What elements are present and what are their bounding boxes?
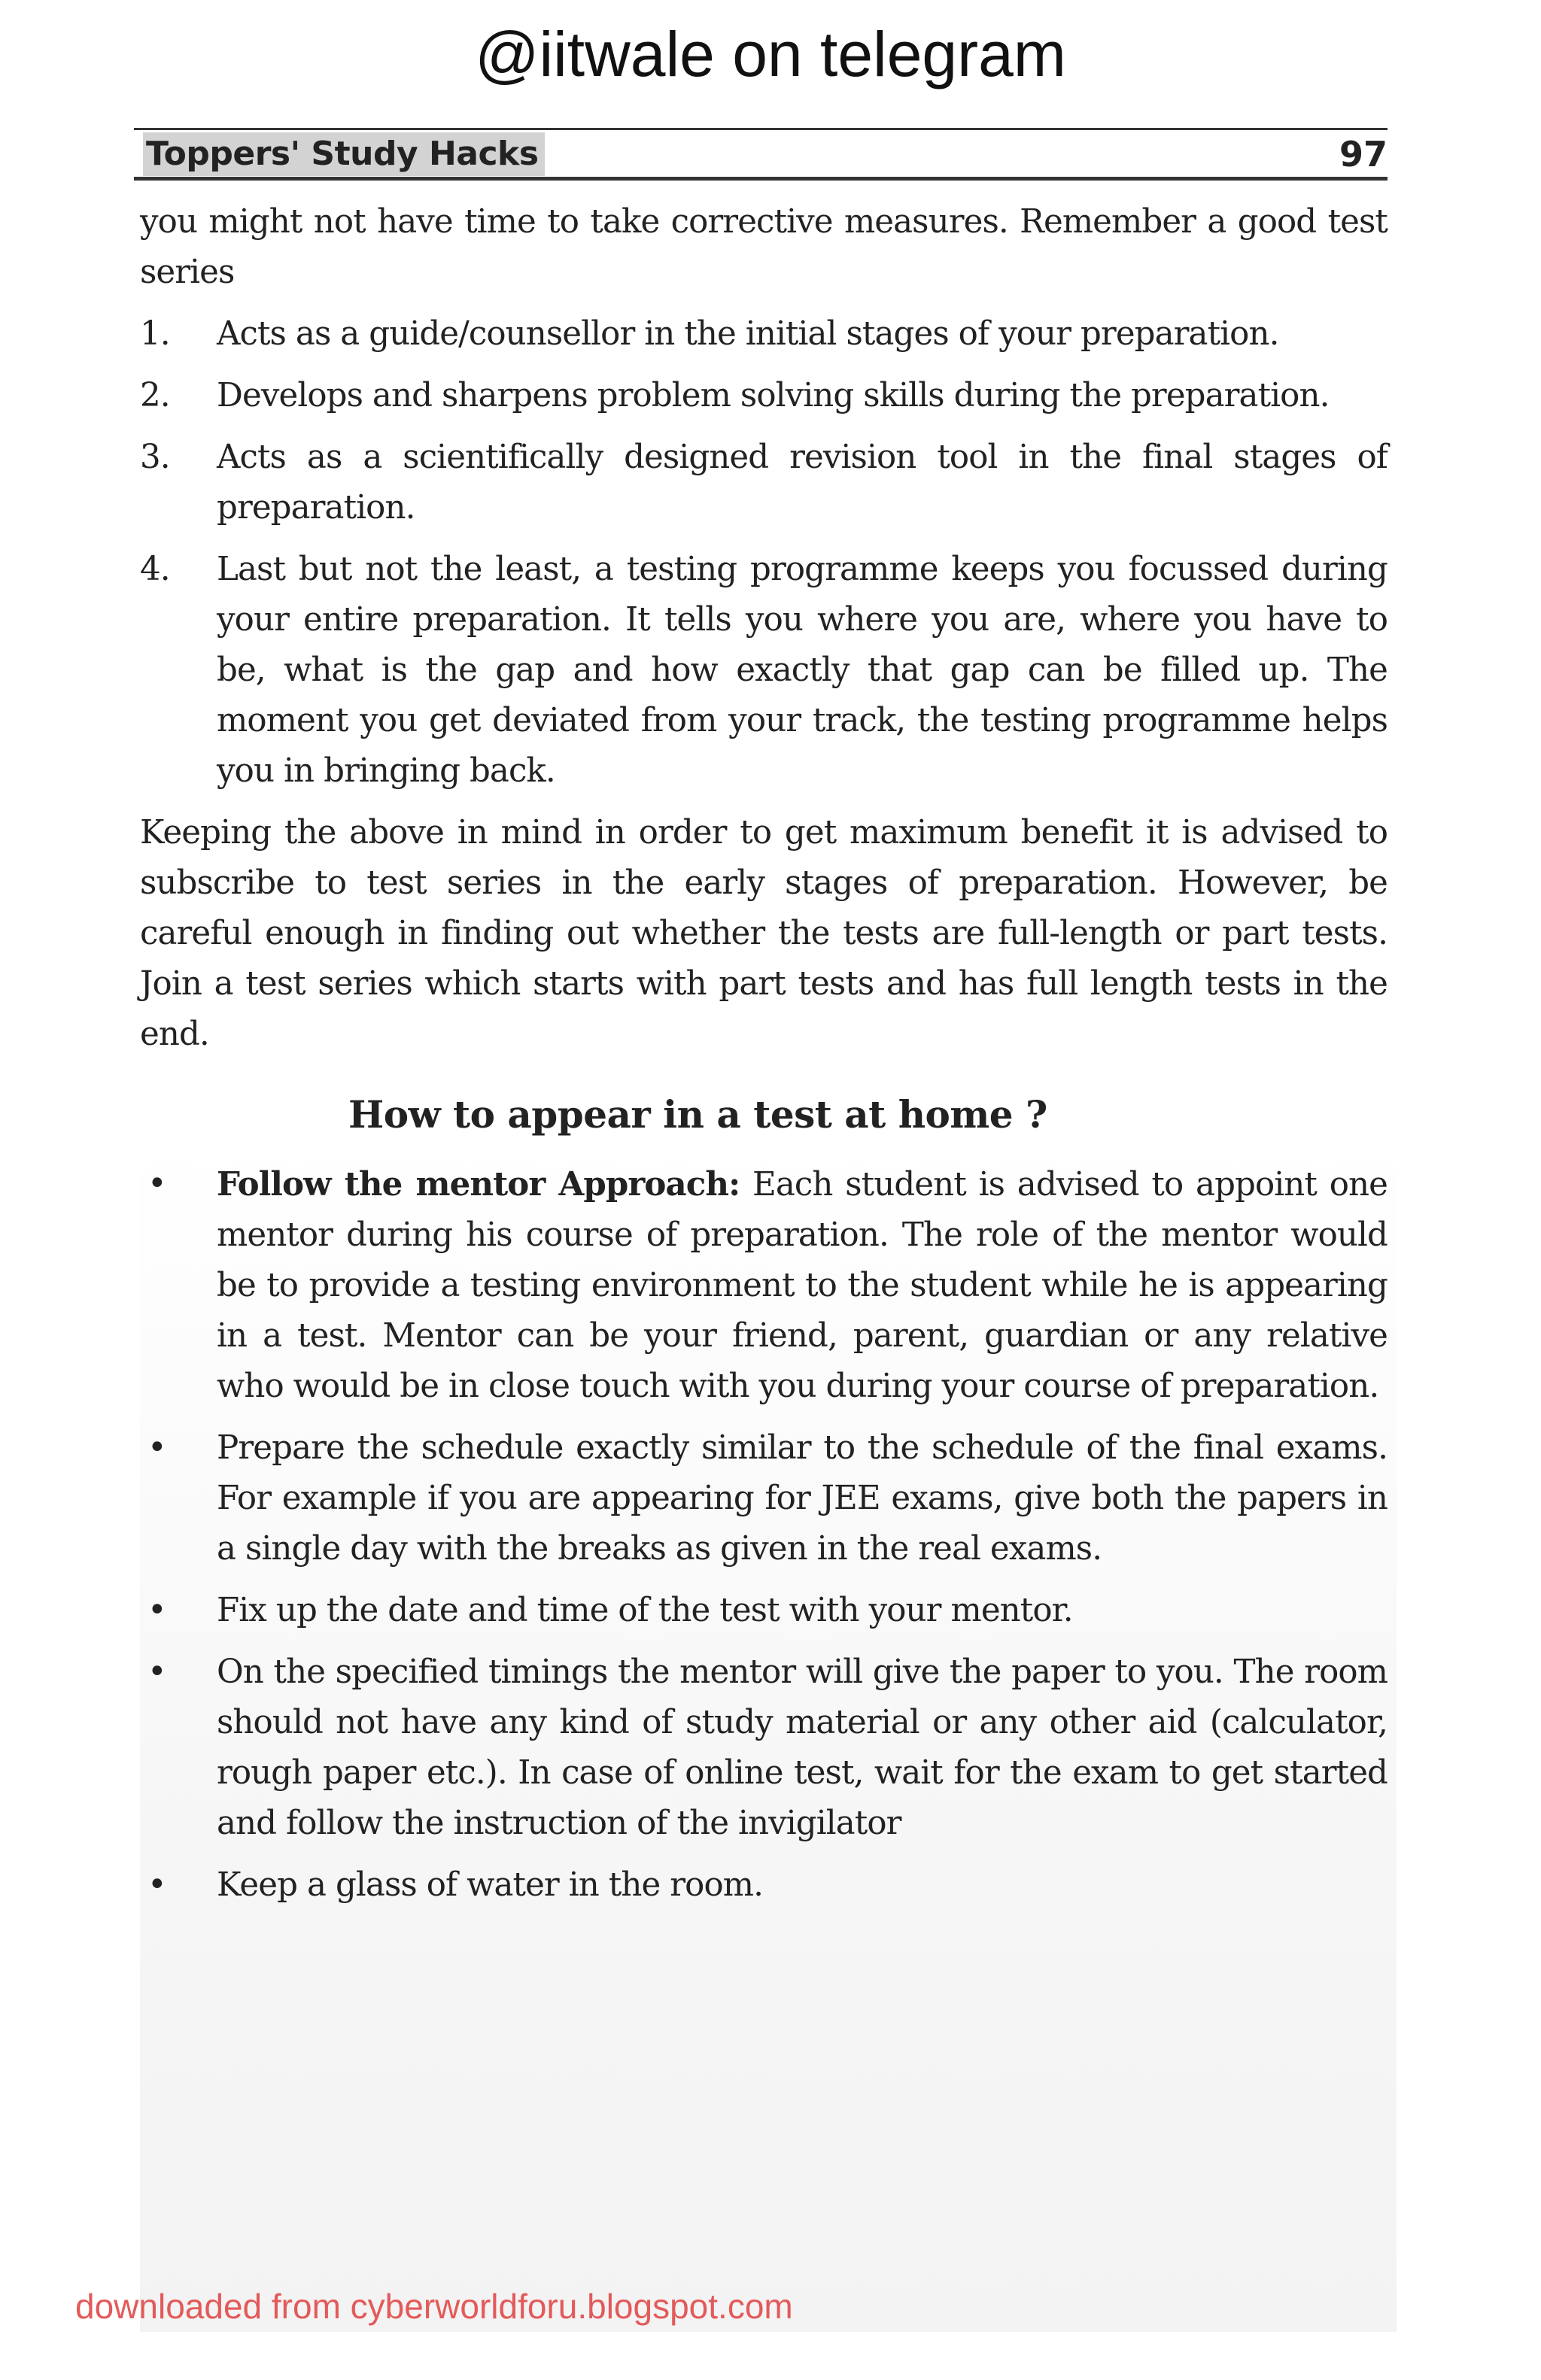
bullet-marker: •: [147, 1429, 166, 1467]
bullet-item: [140, 1860, 1388, 1911]
bullet-item: [140, 1586, 1388, 1636]
bullet-lead: Follow the mentor Approach:: [217, 1165, 740, 1204]
bullet-text: On the specified timings the mentor will give the paper to you. The room should not have any kind of study material or any other aid (calculator, rough paper etc.). In case of online test, wait for the exam to get started and follow the instruction of the invigilator: [217, 1653, 1388, 1842]
item-number: 3.: [140, 439, 170, 476]
item-number: 2.: [140, 377, 170, 414]
numbered-item: [140, 433, 1388, 533]
bullet-text: Prepare the schedule exactly similar to the schedule of the final exams. For example if you are appearing for JEE exams, give both the papers in a single day with the breaks as given in the real exams.: [217, 1429, 1388, 1568]
intro-paragraph: you might not have time to take corrective measures. Remember a good test series: [140, 203, 1388, 291]
page-number: 97: [1339, 134, 1388, 175]
numbered-item: [140, 545, 1388, 797]
item-text: Acts as a scientifically designed revision tool in the final stages of preparation.: [217, 439, 1388, 527]
item-number: 1.: [140, 315, 170, 353]
book-title: Toppers' Study Hacks: [143, 132, 545, 176]
bullet-marker: •: [147, 1592, 166, 1629]
section-heading: How to appear in a test at home ?: [348, 1092, 1047, 1137]
bullet-item: [140, 1159, 1388, 1412]
bullet-marker: •: [147, 1653, 166, 1691]
running-header: [134, 128, 1388, 181]
bullet-marker: •: [147, 1165, 166, 1203]
numbered-item: [140, 309, 1388, 360]
top-watermark: @iitwale on telegram: [475, 19, 1066, 90]
bullet-marker: •: [147, 1866, 166, 1904]
bullet-item: [140, 1647, 1388, 1849]
bullet-item: [140, 1423, 1388, 1574]
bullet-text: [217, 1159, 1388, 1412]
bottom-watermark: downloaded from cyberworldforu.blogspot.com: [75, 2287, 793, 2326]
page-body: [140, 197, 1388, 1911]
bullet-body: Each student is advised to appoint one mentor during his course of preparation. The role of the mentor would be to provide a testing environment to the student while he is appearing in a test. Mentor can be your friend, parent, guardian or any relative who would be in close touch with you during your course of preparation.: [217, 1166, 1388, 1405]
closing-paragraph: Keeping the above in mind in order to get maximum benefit it is advised to subscribe to test series in the early stages of preparation. However, be careful enough in finding out whether the tests are full-length or part tests. Join a test series which starts with part tests and has full length tests in the end.: [140, 814, 1388, 1053]
item-text: Acts as a guide/counsellor in the initial stages of your preparation.: [217, 315, 1279, 353]
item-text: Last but not the least, a testing programme keeps you focussed during your entire preparation. It tells you where you are, where you have to be, what is the gap and how exactly that gap can be filled up. The moment you get deviated from your track, the testing programme helps you in bringing back.: [217, 551, 1388, 790]
bullet-text: Keep a glass of water in the room.: [217, 1866, 764, 1904]
numbered-item: [140, 371, 1388, 421]
item-text: Develops and sharpens problem solving skills during the preparation.: [217, 377, 1330, 414]
item-number: 4.: [140, 551, 170, 588]
bullet-text: Fix up the date and time of the test with your mentor.: [217, 1592, 1073, 1629]
